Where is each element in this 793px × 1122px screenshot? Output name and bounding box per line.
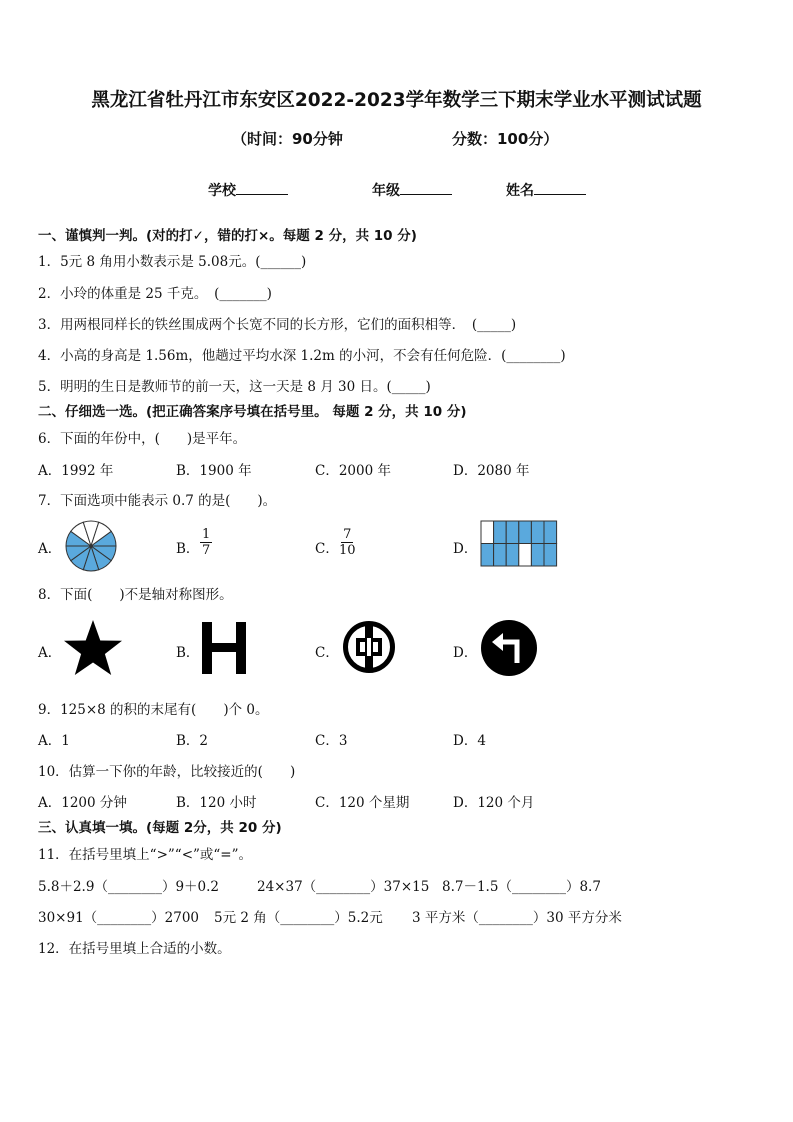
q6-option-d: D．2080 年 bbox=[453, 463, 530, 479]
q10-option-d: D．120 个月 bbox=[453, 795, 535, 811]
name-blank[interactable] bbox=[534, 180, 586, 195]
turn-left-sign-icon bbox=[480, 619, 538, 677]
question-10: 10．估算一下你的年龄，比较接近的( ) bbox=[38, 764, 296, 780]
question-12: 12．在括号里填上合适的小数。 bbox=[38, 941, 231, 957]
q8-label-d: D． bbox=[453, 645, 478, 661]
exam-time: （时间：90分钟 bbox=[232, 130, 343, 148]
q7-fraction-b bbox=[200, 523, 212, 558]
q6-option-c: C．2000 年 bbox=[315, 463, 391, 479]
grid-cell bbox=[506, 521, 519, 544]
q7-grid-figure bbox=[480, 520, 558, 568]
name-field bbox=[506, 180, 586, 200]
section3-heading: 三、认真填一填。(每题 2分，共 20 分) bbox=[38, 820, 282, 836]
q9-option-d: D．4 bbox=[453, 733, 486, 749]
grid-cell bbox=[506, 544, 519, 567]
q8-label-c: C． bbox=[315, 645, 339, 661]
q8-label-a: A． bbox=[38, 645, 62, 661]
star-icon bbox=[62, 619, 124, 677]
question-3: 3．用两根同样长的铁丝围成两个长宽不同的长方形，它们的面积相等． (_____) bbox=[38, 317, 517, 333]
grid-cell bbox=[531, 521, 544, 544]
q6-option-b: B．1900 年 bbox=[176, 463, 252, 479]
section2-heading: 二、仔细选一选。(把正确答案序号填在括号里。 每题 2 分，共 10 分) bbox=[38, 404, 467, 420]
grid-cell bbox=[481, 521, 494, 544]
q11-item-4: 30×91（________）2700 bbox=[38, 910, 200, 926]
grid-cell bbox=[519, 544, 532, 567]
school-blank[interactable] bbox=[236, 180, 288, 195]
grid-cell bbox=[519, 521, 532, 544]
letter-h-icon bbox=[202, 622, 246, 674]
q9-option-b: B．2 bbox=[176, 733, 209, 749]
grade-blank[interactable] bbox=[400, 180, 452, 195]
grid-cell bbox=[494, 521, 507, 544]
q11-item-2: 24×37（________）37×15 bbox=[257, 879, 430, 895]
grade-field bbox=[372, 180, 452, 200]
grid-cell bbox=[494, 544, 507, 567]
question-1: 1．5元 8 角用小数表示是 5.08元。(______) bbox=[38, 254, 307, 270]
q11-item-3: 8.7－1.5（________）8.7 bbox=[442, 879, 601, 895]
fraction-b-denominator: 7 bbox=[202, 543, 211, 558]
q6-option-a: A．1992 年 bbox=[38, 463, 114, 479]
q10-option-c: C．120 个星期 bbox=[315, 795, 410, 811]
page-title: 黑龙江省牡丹江市东安区2022-2023学年数学三下期末学业水平测试试题 bbox=[91, 90, 702, 111]
pie-slices bbox=[66, 521, 116, 571]
q7-label-c: C． bbox=[315, 541, 339, 557]
q7-label-b: B． bbox=[176, 541, 200, 557]
q11-item-1: 5.8＋2.9（________）9＋0.2 bbox=[38, 879, 219, 895]
exam-score: 分数：100分） bbox=[452, 130, 559, 148]
question-9: 9．125×8 的积的末尾有( )个 0。 bbox=[38, 702, 269, 718]
name-label: 姓名 bbox=[506, 183, 534, 199]
grid-cell bbox=[544, 521, 557, 544]
q7-label-d: D． bbox=[453, 541, 478, 557]
grade-label: 年级 bbox=[372, 183, 400, 199]
grid-cell bbox=[544, 544, 557, 567]
bank-logo-icon bbox=[342, 620, 396, 674]
q9-option-a: A．1 bbox=[38, 733, 70, 749]
q7-label-a: A． bbox=[38, 541, 62, 557]
question-6: 6．下面的年份中，( )是平年。 bbox=[38, 431, 247, 447]
q11-item-6: 3 平方米（________）30 平方分米 bbox=[412, 910, 622, 926]
q9-option-c: C．3 bbox=[315, 733, 348, 749]
question-2: 2．小玲的体重是 25 千克。 (_______) bbox=[38, 286, 272, 302]
fraction-c-denominator: 10 bbox=[339, 543, 356, 558]
q7-fraction-c bbox=[339, 523, 356, 558]
question-8: 8．下面( )不是轴对称图形。 bbox=[38, 587, 233, 603]
fraction-b-numerator: 1 bbox=[202, 527, 211, 542]
q7-pie-figure bbox=[64, 519, 118, 573]
q10-option-a: A．1200 分钟 bbox=[38, 795, 127, 811]
question-5: 5．明明的生日是教师节的前一天，这一天是 8 月 30 日。(_____) bbox=[38, 379, 431, 395]
school-label: 学校 bbox=[208, 183, 236, 199]
question-11: 11．在括号里填上“>”“<”或“=”。 bbox=[38, 847, 253, 863]
q10-option-b: B．120 小时 bbox=[176, 795, 257, 811]
question-7: 7．下面选项中能表示 0.7 的是( )。 bbox=[38, 493, 277, 509]
fraction-c-numerator: 7 bbox=[343, 527, 352, 542]
school-field bbox=[208, 180, 288, 200]
q11-item-5: 5元 2 角（________）5.2元 bbox=[214, 910, 383, 926]
q8-label-b: B． bbox=[176, 645, 200, 661]
grid-cell bbox=[531, 544, 544, 567]
grid-cell bbox=[481, 544, 494, 567]
grid-cells bbox=[481, 521, 557, 566]
question-4: 4．小高的身高是 1.56m，他趟过平均水深 1.2m 的小河，不会有任何危险．(________) bbox=[38, 348, 566, 364]
section1-heading: 一、谨慎判一判。(对的打✓，错的打×。每题 2 分，共 10 分) bbox=[38, 228, 417, 244]
